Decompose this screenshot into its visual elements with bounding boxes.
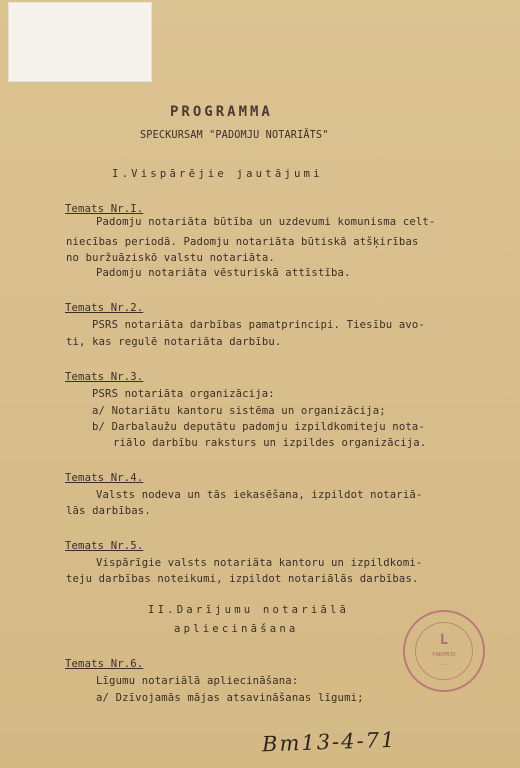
temats-3-line: PSRS notariāta organizācija: [92, 388, 275, 400]
document-title: PROGRAMMA [170, 104, 273, 120]
document-subtitle: SPECKURSAM "PADOMJU NOTARIĀTS" [140, 130, 329, 141]
temats-4-line: lās darbības. [66, 505, 151, 517]
temats-1-line: Padomju notariāta vēsturiskā attīstība. [96, 267, 351, 279]
temats-4-heading: Temats Nr.4. [65, 472, 144, 484]
temats-5-line: Vispārīgie valsts notariāta kantoru un izpildkomi- [96, 557, 423, 569]
label-patch [8, 2, 152, 82]
temats-2-line: PSRS notariāta darbības pamatprincipi. Tiesību avo- [92, 319, 425, 331]
temats-1-line: Padomju notariāta būtība un uzdevumi komunisma celt- [96, 216, 436, 228]
temats-6-heading: Temats Nr.6. [65, 658, 144, 670]
temats-6-line: Līgumu notariālā apliecināšana: [96, 675, 299, 687]
temats-5-line: teju darbības noteikumi, izpildot notariālās darbības. [66, 573, 419, 585]
temats-4-line: Valsts nodeva un tās iekasēšana, izpildot notariā- [96, 489, 423, 501]
temats-2-heading: Temats Nr.2. [65, 302, 144, 314]
stamp-name: PADOMJU [432, 652, 456, 658]
temats-1-heading: Temats Nr.I. [65, 203, 144, 215]
stamp-ring [415, 622, 473, 680]
archive-stamp [403, 610, 485, 692]
handwritten-signature: Bm13-4-71 [261, 727, 397, 757]
stamp-numeral: L [439, 632, 449, 648]
temats-3-line: a/ Notariātu kantoru sistēma un organizācija; [92, 405, 386, 417]
temats-1-line: niecības periodā. Padomju notariāta būtiskā atšķirības [66, 236, 419, 248]
temats-1-line: no buržuāziskō valstu notariāta. [66, 252, 275, 264]
stamp-sub: ... [439, 661, 449, 667]
temats-3-line: b/ Darbalaužu deputātu padomju izpildkomiteju nota- [92, 421, 425, 433]
section-heading-2: apliecināšana [174, 623, 299, 635]
section-heading-1: I.Vispārējie jautājumi [112, 168, 323, 180]
temats-5-heading: Temats Nr.5. [65, 540, 144, 552]
temats-3-heading: Temats Nr.3. [65, 371, 144, 383]
temats-3-line: riālo darbību raksturs un izpildes organizācija. [113, 437, 427, 449]
section-heading-2: II.Darījumu notariālā [148, 604, 350, 616]
temats-2-line: ti, kas regulē notariāta darbību. [66, 336, 282, 348]
temats-6-line: a/ Dzīvojamās mājas atsavināšanas līgumi; [96, 692, 364, 704]
